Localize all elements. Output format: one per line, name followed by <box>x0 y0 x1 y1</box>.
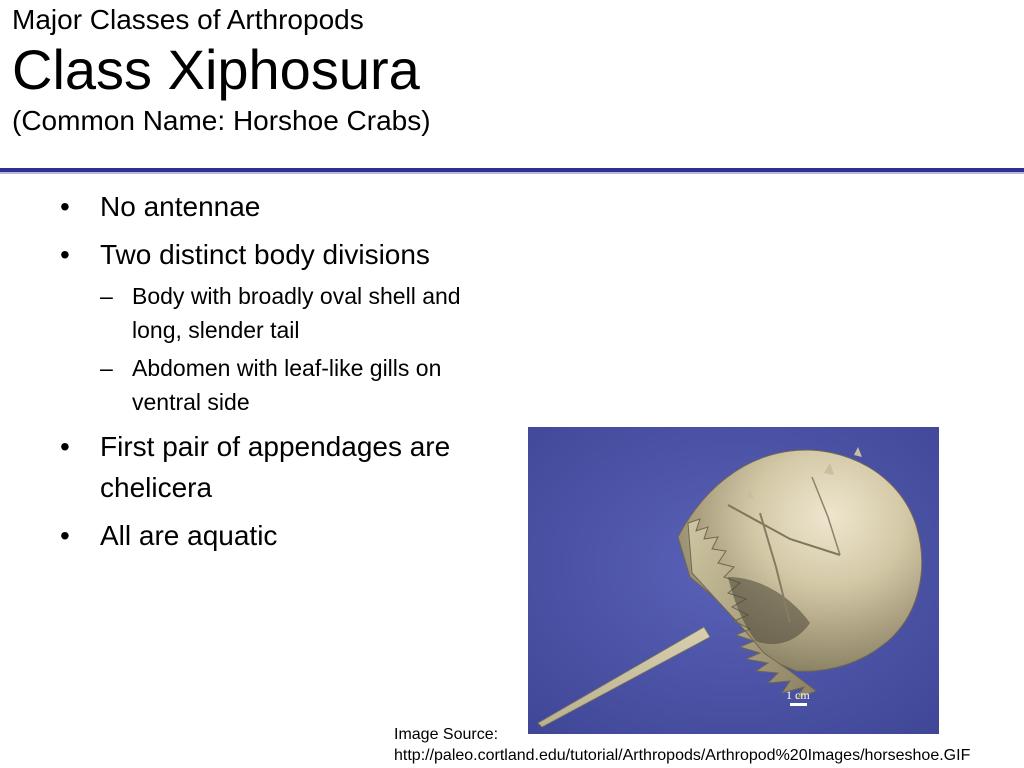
bullet-list <box>56 186 496 563</box>
bullet-text: First pair of appendages are chelicera <box>100 431 451 503</box>
scale-bar <box>790 703 807 706</box>
title-divider-shadow <box>0 172 1024 174</box>
bullet-text: All are aquatic <box>100 520 278 551</box>
slide-title: Class Xiphosura <box>12 38 420 101</box>
bullet-text: No antennae <box>100 191 261 222</box>
image-source <box>394 724 970 766</box>
sub-bullet-item <box>86 351 496 419</box>
title-block <box>12 2 1012 138</box>
bullet-text: Two distinct body divisions <box>100 239 430 270</box>
image-source-url: http://paleo.cortland.edu/tutorial/Arthropods/Arthropod%20Images/horseshoe.GIF <box>394 747 971 764</box>
scale-label: 1 cm <box>786 688 810 702</box>
sub-bullet-text: Abdomen with leaf-like gills on ventral side <box>132 355 442 415</box>
image-source-label: Image Source: <box>394 726 499 743</box>
bullet-item <box>56 186 496 227</box>
bullet-item <box>56 426 496 508</box>
bullet-item <box>56 234 496 419</box>
bullet-item <box>56 515 496 556</box>
horseshoe-crab-photo <box>528 427 939 734</box>
sub-bullet-list <box>86 279 496 419</box>
slide-heading: Major Classes of Arthropods <box>12 4 364 35</box>
slide-subtitle: (Common Name: Horshoe Crabs) <box>12 105 431 136</box>
sub-bullet-item <box>86 279 496 347</box>
sub-bullet-text: Body with broadly oval shell and long, slender tail <box>132 283 461 343</box>
